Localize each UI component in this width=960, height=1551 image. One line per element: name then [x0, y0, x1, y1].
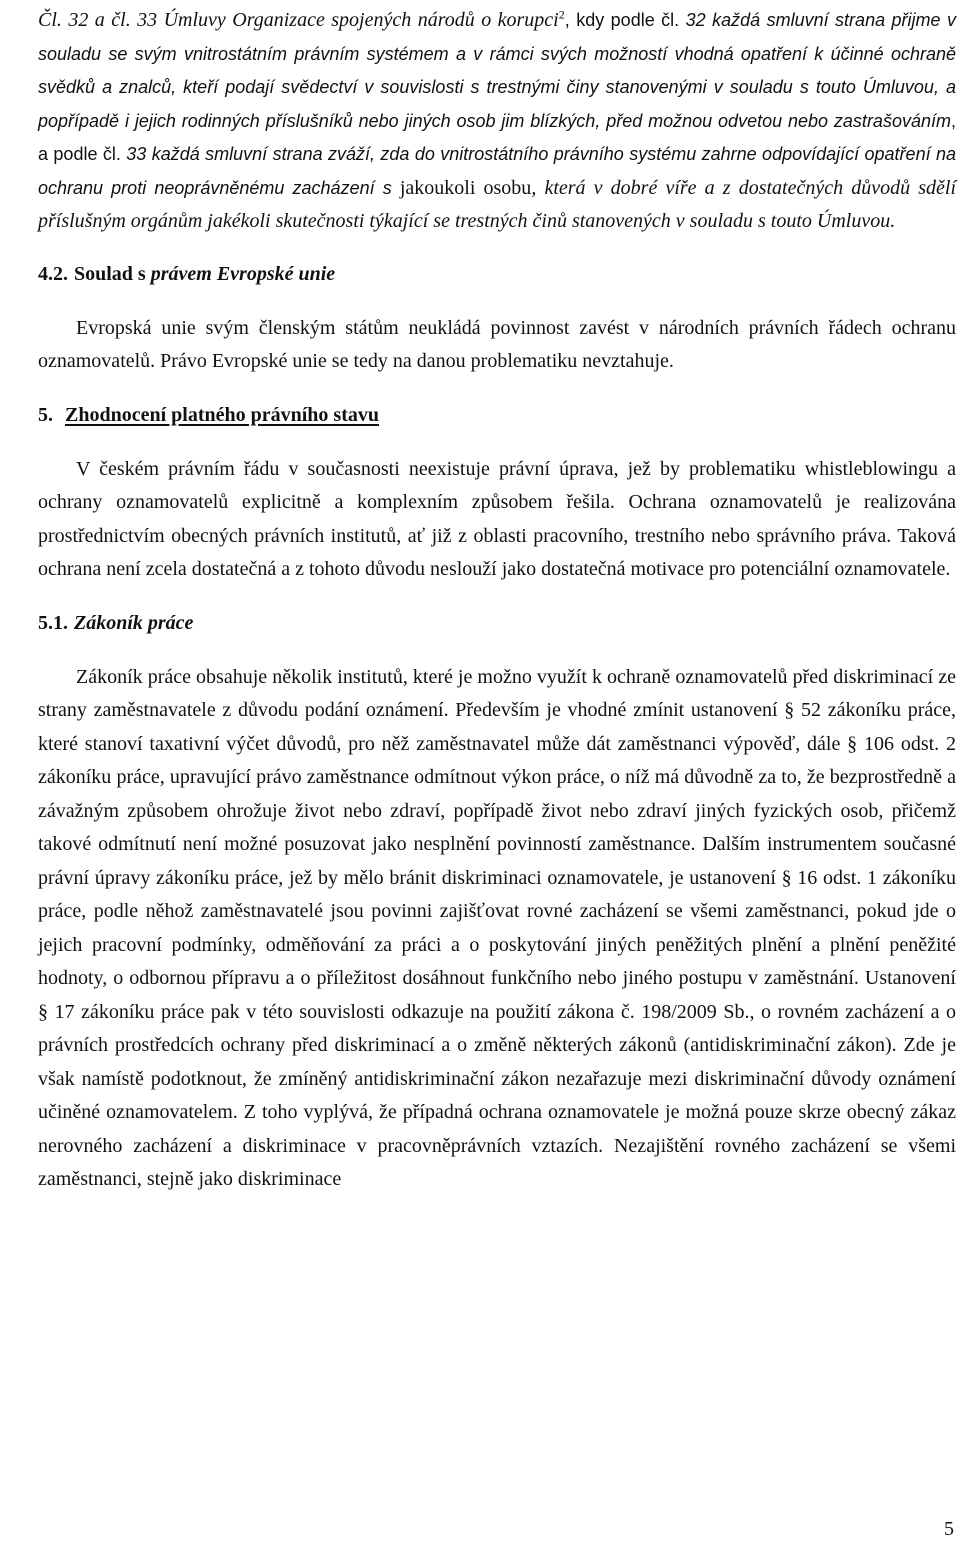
section-4-2-heading [38, 260, 956, 288]
intro-connector-1: , kdy podle čl. [564, 10, 686, 30]
section-5-1-title: Zákoník práce [74, 611, 194, 634]
intro-article-32: 32 každá smluvní strana přijme v souladu se svým vnitrostátním právním systémem a v rámci svých možností vhodná opatření k účinné ochraně svědků a znalců, kteří podají svědectví v souvislosti s trestnými činy stanovenými v souladu s touto Úmluvou, a popřípadě i jejich rodinných příslušníků nebo jiných osob jim blízkých, před možnou odvetou nebo zastrašováním [38, 10, 956, 131]
document-page [38, 4, 956, 1197]
footnote-marker: 2 [558, 7, 565, 22]
section-5-heading [38, 401, 956, 429]
section-4-2-text: Evropská unie svým členským státům neukládá povinnost zavést v národních právních řádech ochranu oznamovatelů. Právo Evropské unie se tedy na danou problematiku nevztahuje. [38, 316, 956, 372]
intro-paragraph [38, 4, 956, 239]
section-5-number: 5. [38, 403, 53, 426]
intro-treaty-reference: Čl. 32 a čl. 33 Úmluvy Organizace spojených národů o korupci [38, 9, 559, 31]
section-4-2-number: 4.2. [38, 262, 68, 285]
section-5-1-text: Zákoník práce obsahuje několik institutů, které je možno využít k ochraně oznamovatelů před diskriminací ze strany zaměstnavatele z důvodu podání oznámení. Především je vhodné zmínit ustanovení § 52 zákoníku práce, které stanoví taxativní výčet důvodů, pro něž zaměstnavatel může dát zaměstnanci výpověď, dále § 106 odst. 2 zákoníku práce, upravující právo zaměstnance odmítnout výkon práce, o níž má důvodně za to, že bezprostředně a závažným způsobem ohrožuje život nebo zdraví, popřípadě život nebo zdraví jiných fyzických osob, přičemž takové odmítnutí není možné posuzovat jako nesplnění povinností zaměstnance. Dalším instrumentem současné právní úpravy zákoníku práce, jež by mělo bránit diskriminaci oznamovatele, je ustanovení § 16 odst. 1 zákoníku práce, podle něhož zaměstnavatelé jsou povinni zajišťovat rovné zacházení se všemi zaměstnanci, pokud jde o jejich pracovní podmínky, odměňování za práci a o poskytování jiných peněžitých plnění a plnění peněžité hodnoty, o odbornou přípravu a o příležitost dosáhnout funkčního nebo jiného postupu v zaměstnání. Ustanovení § 17 zákoníku práce pak v této souvislosti odkazuje na použití zákona č. 198/2009 Sb., o rovném zacházení a o právních prostředcích ochrany před diskriminací a o změně některých zákonů (antidiskriminační zákon). Zde je však namístě podotknout, že zmíněný antidiskriminační zákon nezařazuje mezi diskriminační důvody oznámení učiněné oznamovatelem. Z toho vyplývá, že případná ochrana oznamovatele je možná pouze skrze obecný zákaz nerovného zacházení a diskriminace v pracovněprávních vztazích. Nezajištění rovného zacházení se všemi zaměstnanci, stejně jako diskriminace [38, 665, 956, 1190]
intro-article-33: 33 každá smluvní strana zváží, zda do vnitrostátního právního systému zahrne odpovídající opatření na ochranu proti neoprávněnému zacházení s [38, 144, 957, 198]
section-5-1-number: 5.1. [38, 611, 68, 634]
intro-plain-fragment: jakoukoli osobu [391, 176, 532, 199]
intro-article-33-end: , která v dobré víře a z dostatečných důvodů sdělí příslušným orgánům jakékoli skutečnosti týkající se trestných činů stanovených v souladu s touto Úmluvou. [38, 176, 956, 232]
page-number: 5 [944, 1518, 954, 1540]
section-4-2-title-plain: Soulad s [74, 262, 146, 285]
section-5-1-heading [38, 609, 956, 637]
intro-connector-2: , a podle čl. [38, 110, 956, 164]
section-5-title: Zhodnocení platného právního stavu [65, 403, 379, 426]
section-4-2-title-italic: právem Evropské unie [150, 262, 336, 285]
section-5-text: V českém právním řádu v současnosti neexistuje právní úprava, jež by problematiku whistleblowingu a ochrany oznamovatelů explicitně a komplexním způsobem řešila. Ochrana oznamovatelů je realizována prostřednictvím obecných právních institutů, ať již z oblasti pracovního, trestního nebo správního práva. Taková ochrana není zcela dostatečná a z tohoto důvodu neslouží jako dostatečná motivace pro potenciální oznamovatele. [38, 457, 956, 580]
